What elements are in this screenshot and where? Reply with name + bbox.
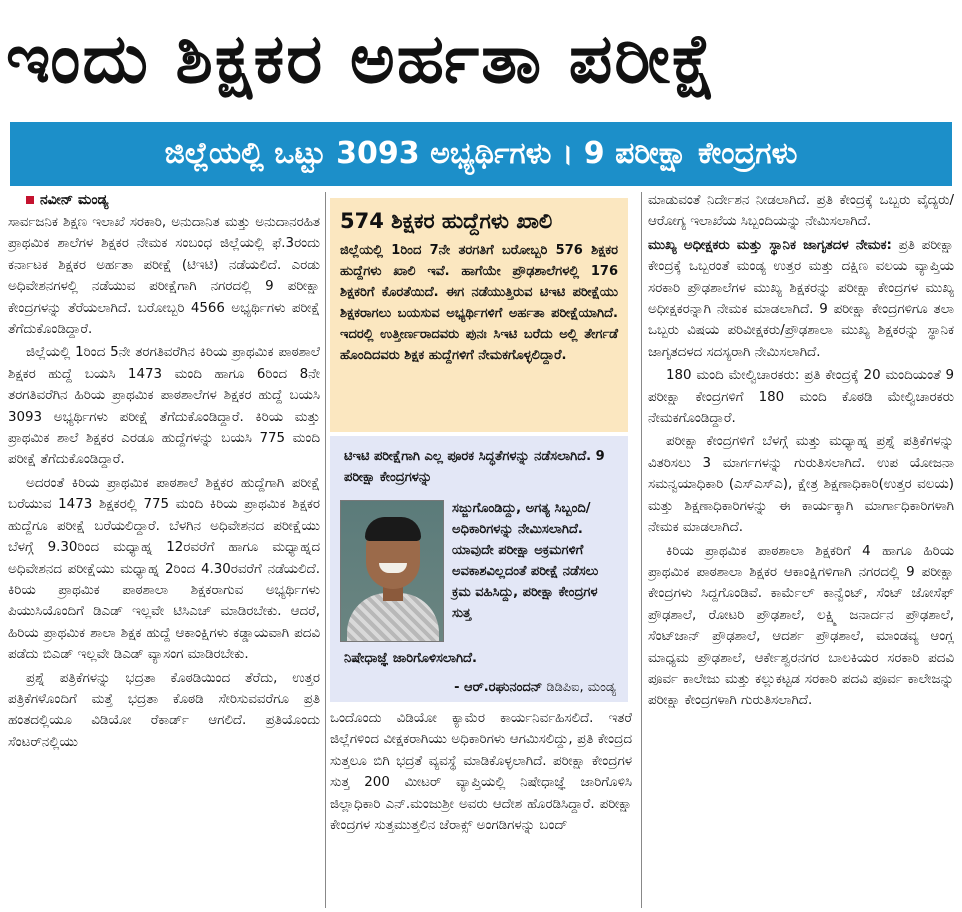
vacancies-box [330, 198, 628, 432]
quote-tail: ನಿಷೇಧಾಜ್ಞೆ ಜಾರಿಗೊಳಿಸಲಾಗಿದೆ. [344, 651, 477, 666]
quote-body: ಸಜ್ಜುಗೊಂಡಿದ್ದು, ಅಗತ್ಯ ಸಿಬ್ಬಂದಿ/ಅಧಿಕಾರಿಗಳನ್ನು ನೇಮಿಸಲಾಗಿದೆ. ಯಾವುದೇ ಪರೀಕ್ಷಾ ಅಕ್ರಮಗಳಿಗೆ ಅವಕಾಶವಿಲ್ಲದಂತೆ ಪರೀಕ್ಷೆ ನಡೆಸಲು ಕ್ರಮ ವಹಿಸಿದ್ದು, ಪರೀಕ್ಷಾ ಕೇಂದ್ರಗಳ ಸುತ್ತ [452, 501, 599, 621]
paragraph: ಪರೀಕ್ಷಾ ಕೇಂದ್ರಗಳಿಗೆ ಬೆಳಗ್ಗೆ ಮತ್ತು ಮಧ್ಯಾಹ್ನ ಪ್ರಶ್ನೆ ಪತ್ರಿಕೆಗಳನ್ನು ವಿತರಿಸಲು 3 ಮಾರ್ಗಗಳನ್ನು ಗುರುತಿಸಲಾಗಿದೆ. ಉಪ ಯೋಜನಾ ಸಮನ್ವಯಾಧಿಕಾರಿ (ಎಸ್‌ಎಸ್‌ಎ), ಕ್ಷೇತ್ರ ಶಿಕ್ಷಣಾಧಿಕಾರಿ(ಉತ್ತರ ವಲಯ) ಮತ್ತು ಶಿಕ್ಷಣಾಧಿಕಾರಿಗಳನ್ನು ಈ ಕಾರ್ಯಕ್ಕಾಗಿ ಮಾರ್ಗಾಧಿಕಾರಿಗಳಾಗಿ ನೇಮಕ ಮಾಡಲಾಗಿದೆ. [648, 434, 954, 536]
paragraph: ಕಿರಿಯ ಪ್ರಾಥಮಿಕ ಪಾಠಶಾಲಾ ಶಿಕ್ಷಕರಿಗೆ 4 ಹಾಗೂ ಹಿರಿಯ ಪ್ರಾಥಮಿಕ ಪಾಠಶಾಲಾ ಶಿಕ್ಷಕರ ಆಕಾಂಕ್ಷಿಗಳಿಗಾಗಿ ನಗರದಲ್ಲಿ 9 ಪರೀಕ್ಷಾ ಕೇಂದ್ರಗಳು ಸಿದ್ದಗೊಂಡಿವೆ. ಕಾರ್ಮೆಲ್ ಕಾನ್ವೆಂಟ್, ಸೆಂಟ್ ಜೋಸೆಫ್ ಪ್ರೌಢಶಾಲೆ, ರೋಟರಿ ಪ್ರೌಢಶಾಲೆ, ಲಕ್ಷ್ಮಿ ಜನಾರ್ದನ ಪ್ರೌಢಶಾಲೆ, ಸೆಂಟ್‌ಜಾನ್ ಪ್ರೌಢಶಾಲೆ, ಆದರ್ಶ ಪ್ರೌಢಶಾಲೆ, ಮಾಂಡವ್ಯ ಆಂಗ್ಲ ಮಾಧ್ಯಮ ಪ್ರೌಢಶಾಲೆ, ಆರ್ಕೇಶ್ವರನಗರ ಬಾಲಕಿಯರ ಸರಕಾರಿ ಪದವಿ ಪೂರ್ವ ಕಾಲೇಜು ಮತ್ತು ಕಲ್ಲುಕಟ್ಟಡ ಸರಕಾರಿ ಪದವಿ ಪೂರ್ವ ಕಾಲೇಜನ್ನು ಪರೀಕ್ಷಾ ಕೇಂದ್ರಗಳಾಗಿ ಗುರುತಿಸಲಾಗಿದೆ. [648, 543, 954, 709]
byline-square-icon [26, 196, 34, 204]
subheadline-banner: ಜಿಲ್ಲೆಯಲ್ಲಿ ಒಟ್ಟು 3093 ಅಭ್ಯರ್ಥಿಗಳು । 9 ಪರೀಕ್ಷಾ ಕೇಂದ್ರಗಳು [10, 122, 952, 186]
quote-intro: ಟಿಇಟಿ ಪರೀಕ್ಷೆಗಾಗಿ ಎಲ್ಲ ಪೂರಕ ಸಿದ್ಧತೆಗಳನ್ನು ನಡೆಸಲಾಗಿದೆ. 9 ಪರೀಕ್ಷಾ ಕೇಂದ್ರಗಳನ್ನು [344, 449, 605, 485]
article-column-3 [648, 190, 954, 912]
paragraph: ಜಿಲ್ಲೆಯಲ್ಲಿ 1ರಿಂದ 5ನೇ ತರಗತಿವರೆಗಿನ ಕಿರಿಯ ಪ್ರಾಥಮಿಕ ಪಾಠಶಾಲೆ ಶಿಕ್ಷಕರ ಹುದ್ದೆ ಬಯಸಿ 1473 ಮಂದಿ ಹಾಗೂ 6ರಿಂದ 8ನೇ ತರಗತಿವರೆಗಿನ ಹಿರಿಯ ಪ್ರಾಥಮಿಕ ಪಾಠಶಾಲೆಗಳ ಶಿಕ್ಷಕರ ಹುದ್ದೆ ಬಯಸಿ 3093 ಅಭ್ಯರ್ಥಿಗಳು ಪರೀಕ್ಷೆ ತೆಗೆದುಕೊಂಡಿದ್ದಾರೆ. ಕಿರಿಯ ಮತ್ತು ಪ್ರಾಥಮಿಕ ಶಾಲೆ ಶಿಕ್ಷಕರ ಎರಡೂ ಹುದ್ದೆಗಳನ್ನು ಬಯಸಿ 775 ಮಂದಿ ಪರೀಕ್ಷೆ ತೆಗೆದುಕೊಂಡಿದ್ದಾರೆ. [8, 345, 320, 468]
credit-role: ಡಿಡಿಪಿಐ, ಮಂಡ್ಯ [546, 680, 616, 695]
paragraph: 180 ಮಂದಿ ಮೇಲ್ವಿಚಾರಕರು: ಪ್ರತಿ ಕೇಂದ್ರಕ್ಕೆ 20 ಮಂದಿಯಂತೆ 9 ಪರೀಕ್ಷಾ ಕೇಂದ್ರಗಳಿಗೆ 180 ಮಂದಿ ಕೊಠಡಿ ಮೇಲ್ವಿಚಾರಕರು ನೇಮಕಗೊಂಡಿದ್ದಾರೆ. [648, 368, 954, 427]
paragraph: ಅದರಂತೆ ಕಿರಿಯ ಪ್ರಾಥಮಿಕ ಪಾಠಶಾಲೆ ಶಿಕ್ಷಕರ ಹುದ್ದೆಗಾಗಿ ಪರೀಕ್ಷೆ ಬರೆಯುವ 1473 ಶಿಕ್ಷಕರಲ್ಲಿ 775 ಮಂದಿ ಕಿರಿಯ ಪ್ರಾಥಮಿಕ ಶಿಕ್ಷಕರ ಹುದ್ದೆಗೂ ಪರೀಕ್ಷೆ ಬರೆಯಲಿದ್ದಾರೆ. ಬೆಳಗಿನ ಅಧಿವೇಶನದ ಪರೀಕ್ಷೆಯು ಬೆಳಗ್ಗೆ 9.30ರಿಂದ ಮಧ್ಯಾಹ್ನ 12ರವರೆಗೆ ಹಾಗೂ ಮಧ್ಯಾಹ್ನದ ಅಧಿವೇಶನದ ಪರೀಕ್ಷೆಯು ಮಧ್ಯಾಹ್ನ 2ರಿಂದ 4.30ರವರೆಗೆ ನಡೆಯಲಿದೆ. ಕಿರಿಯ ಪ್ರಾಥಮಿಕ ಪಾಠಶಾಲಾ ಶಿಕ್ಷಕರಾಗುವ ಅಭ್ಯರ್ಥಿಗಳು ಪಿಯುಸಿಯೊಂದಿಗೆ ಡಿಎಡ್ ಇಲ್ಲವೇ ಟಿಸಿಎಚ್ ಮಾಡಿರಬೇಕು. ಆದರೆ, ಹಿರಿಯ ಪ್ರಾಥಮಿಕ ಶಾಲಾ ಶಿಕ್ಷಕ ಹುದ್ದೆ ಆಕಾಂಕ್ಷಿಗಳು ಕಡ್ಡಾಯವಾಗಿ ಪದವಿ ಪಡೆದು ಬಿಎಡ್ ಇಲ್ಲವೇ ಡಿಎಡ್ ವ್ಯಾಸಂಗ ಮಾಡಿರಬೇಕು. [8, 475, 320, 663]
paragraph: ಮುಖ್ಯ ಅಧೀಕ್ಷಕರು ಮತ್ತು ಸ್ಥಾನಿಕ ಜಾಗೃತದಳ ನೇಮಕ: ಪ್ರತಿ ಪರೀಕ್ಷಾ ಕೇಂದ್ರಕ್ಕೆ ಒಬ್ಬರಂತೆ ಮಂಡ್ಯ ಉತ್ತರ ಮತ್ತು ದಕ್ಷಿಣ ವಲಯ ವ್ಯಾಪ್ತಿಯ ಸರಕಾರಿ ಪ್ರೌಢಶಾಲೆಗಳ ಮುಖ್ಯ ಶಿಕ್ಷಕರನ್ನು ಪರೀಕ್ಷಾ ಕೇಂದ್ರಗಳ ಮುಖ್ಯ ಅಧೀಕ್ಷಕರನ್ನಾಗಿ ನೇಮಕ ಮಾಡಲಾಗಿದೆ. 9 ಪರೀಕ್ಷಾ ಕೇಂದ್ರಗಳಿಗೂ ತಲಾ ಒಬ್ಬರು ವಿಷಯ ಪರಿವೀಕ್ಷಕರು/ಪ್ರೌಢಶಾಲಾ ಮುಖ್ಯ ಶಿಕ್ಷಕರನ್ನು ಸ್ಥಾನಿಕ ಜಾಗೃತದಳದ ಸದಸ್ಯರಾಗಿ ನೇಮಿಸಲಾಗಿದೆ. [648, 237, 954, 360]
column-divider [325, 192, 326, 908]
paragraph: ಮಾಡುವಂತೆ ನಿರ್ದೇಶನ ನೀಡಲಾಗಿದೆ. ಪ್ರತಿ ಕೇಂದ್ರಕ್ಕೆ ಒಬ್ಬರು ವೈದ್ಯರು/ಆರೋಗ್ಯ ಇಲಾಖೆಯ ಸಿಬ್ಬಂದಿಯನ್ನು ನೇಮಿಸಲಾಗಿದೆ. [648, 193, 954, 230]
paragraph: ಒಂದೊಂದು ವಿಡಿಯೋ ಕ್ಯಾಮೆರ ಕಾರ್ಯನಿರ್ವಹಿಸಲಿದೆ. ಇತರೆ ಜಿಲ್ಲೆಗಳಿಂದ ವೀಕ್ಷಕರಾಗಿಯು ಅಧಿಕಾರಿಗಳು ಆಗಮಿಸಲಿದ್ದು, ಪ್ರತಿ ಕೇಂದ್ರದ ಸುತ್ತಲೂ ಬಿಗಿ ಭದ್ರತೆ ವ್ಯವಸ್ಥೆ ಮಾಡಿಕೊಳ್ಳಲಾಗಿದೆ. ಪರೀಕ್ಷಾ ಕೇಂದ್ರಗಳ ಸುತ್ತ 200 ಮೀಟರ್ ವ್ಯಾಪ್ತಿಯಲ್ಲಿ ನಿಷೇಧಾಜ್ಞೆ ಜಾರಿಗೊಳಿಸಿ ಜಿಲ್ಲಾಧಿಕಾರಿ ಎನ್.ಮಂಜುಶ್ರೀ ಅವರು ಆದೇಶ ಹೊರಡಿಸಿದ್ದಾರೆ. ಪರೀಕ್ಷಾ ಕೇಂದ್ರಗಳ ಸುತ್ತಮುತ್ತಲಿನ ಜೆರಾಕ್ಸ್ ಅಂಗಡಿಗಳನ್ನು ಬಂದ್ [330, 711, 632, 834]
article-column-1 [8, 190, 320, 912]
paragraph: ಸಾರ್ವಜನಿಕ ಶಿಕ್ಷಣ ಇಲಾಖೆ ಸರಕಾರಿ, ಅನುದಾನಿತ ಮತ್ತು ಅನುದಾನರಹಿತ ಪ್ರಾಥಮಿಕ ಶಾಲೆಗಳ ಶಿಕ್ಷಕರ ನೇಮಕ ಸಂಬಂಧ ಜಿಲ್ಲೆಯಲ್ಲಿ ಫೆ.3ರಂದು ಕರ್ನಾಟಕ ಶಿಕ್ಷಕರ ಅರ್ಹತಾ ಪರೀಕ್ಷೆ (ಟಿಇಟಿ) ನಡೆಯಲಿದೆ. ಎರಡು ಅಧಿವೇಶನಗಳಲ್ಲಿ ನಡೆಯುವ ಪರೀಕ್ಷೆಗಾಗಿ ನಗರದಲ್ಲಿ 9 ಪರೀಕ್ಷಾ ಕೇಂದ್ರಗಳನ್ನು ತೆರೆಯಲಾಗಿದೆ. ಬರೋಬ್ಬರಿ 4566 ಅಭ್ಯರ್ಥಿಗಳು ಪರೀಕ್ಷೆ ತೆಗೆದುಕೊಂಡಿದ್ದಾರೆ. [8, 215, 320, 338]
paragraph: ಪ್ರಶ್ನೆ ಪತ್ರಿಕೆಗಳನ್ನು ಭದ್ರತಾ ಕೊಠಡಿಯಿಂದ ತೆರೆದು, ಉತ್ತರ ಪತ್ರಿಕೆಗಳೊಂದಿಗೆ ಮತ್ತೆ ಭದ್ರತಾ ಕೊಠಡಿ ಸೇರಿಸುವವರೆಗೂ ಪ್ರತಿ ಹಂತದಲ್ಲಿಯೂ ವಿಡಿಯೋ ರೆಕಾರ್ಡ್ ಆಗಲಿದೆ. ಪ್ರತಿಯೊಂದು ಸೆಂಟರ್‌ನಲ್ಲಿಯು [8, 670, 320, 750]
vacancies-box-body: ಜಿಲ್ಲೆಯಲ್ಲಿ 1ರಿಂದ 7ನೇ ತರಗತಿಗೆ ಬರೋಬ್ಬರಿ 576 ಶಿಕ್ಷಕರ ಹುದ್ದೆಗಳು ಖಾಲಿ ಇವೆ. ಹಾಗೆಯೇ ಪ್ರೌಢಶಾಲೆಗಳಲ್ಲಿ 176 ಶಿಕ್ಷಕರಿಗೆ ಕೊರತೆಯಿದೆ. ಈಗ ನಡೆಯುತ್ತಿರುವ ಟಿಇಟಿ ಪರೀಕ್ಷೆಯು ಶಿಕ್ಷಕರಾಗಲು ಬಯಸುವ ಅಭ್ಯರ್ಥಿಗಳಿಗೆ ಅರ್ಹತಾ ಪರೀಕ್ಷೆಯಾಗಿದೆ. ಇದರಲ್ಲಿ ಉತ್ತೀರ್ಣರಾದವರು ಪುನಃ ಸಿಇಟಿ ಬರೆದು ಅಲ್ಲಿ ತೇರ್ಗಡೆ ಹೊಂದಿದವರು ಶಿಕ್ಷಕ ಹುದ್ದೆಗಳಿಗೆ ನೇಮಕಗೊಳ್ಳಲಿದ್ದಾರೆ. [340, 243, 618, 363]
vacancies-box-title: 574 ಶಿಕ್ಷಕರ ಹುದ್ದೆಗಳು ಖಾಲಿ [340, 209, 553, 233]
official-photo [340, 500, 444, 642]
column-divider [641, 192, 642, 908]
article-column-2 [330, 708, 632, 912]
subheading: ಮುಖ್ಯ ಅಧೀಕ್ಷಕರು ಮತ್ತು ಸ್ಥಾನಿಕ ಜಾಗೃತದಳ ನೇಮಕ: [648, 237, 892, 253]
headline: ಇಂದು ಶಿಕ್ಷಕರ ಅರ್ಹತಾ ಪರೀಕ್ಷೆ [6, 20, 718, 99]
credit-name: - ಆರ್.ರಘುನಂದನ್ [454, 680, 543, 695]
quote-box [330, 436, 628, 702]
quote-credit [454, 678, 616, 698]
byline: ನವೀನ್ ಮಂಡ್ಯ [8, 190, 320, 210]
